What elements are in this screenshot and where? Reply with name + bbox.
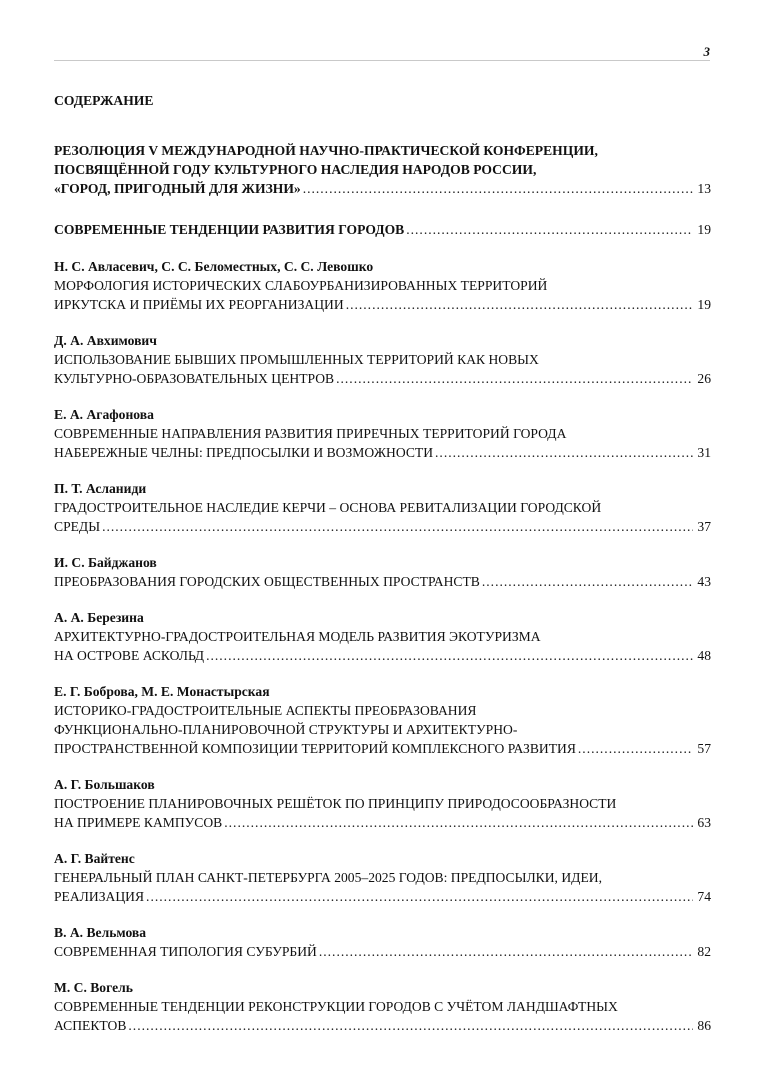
entry-title-line: ИСТОРИКО-ГРАДОСТРОИТЕЛЬНЫЕ АСПЕКТЫ ПРЕОБРАЗОВАНИЯ bbox=[54, 703, 477, 718]
toc-line-text: «ГОРОД, ПРИГОДНЫЙ ДЛЯ ЖИЗНИ» bbox=[54, 181, 301, 196]
toc-line: РЕЗОЛЮЦИЯ V МЕЖДУНАРОДНОЙ НАУЧНО-ПРАКТИЧЕСКОЙ КОНФЕРЕНЦИИ, bbox=[54, 143, 598, 158]
entry-title-last-line bbox=[54, 739, 711, 758]
dot-leader bbox=[346, 295, 693, 314]
dot-leader bbox=[146, 887, 693, 906]
page-ref: 74 bbox=[697, 889, 711, 904]
entry-title-last-line bbox=[54, 942, 711, 961]
dot-leader bbox=[224, 813, 693, 832]
entry-title-text: КУЛЬТУРНО-ОБРАЗОВАТЕЛЬНЫХ ЦЕНТРОВ bbox=[54, 371, 335, 386]
entry-authors: А. Г. Большаков bbox=[54, 777, 155, 792]
entry-authors: В. А. Вельмова bbox=[54, 925, 147, 940]
page-ref: 57 bbox=[697, 741, 711, 756]
toc-entry[interactable] bbox=[54, 331, 711, 388]
page-ref: 19 bbox=[697, 297, 711, 312]
entry-title-line: МОРФОЛОГИЯ ИСТОРИЧЕСКИХ СЛАБОУРБАНИЗИРОВАННЫХ ТЕРРИТОРИЙ bbox=[54, 278, 548, 293]
dot-leader bbox=[206, 646, 693, 665]
entry-title-last-line bbox=[54, 572, 711, 591]
entry-title-text: АСПЕКТОВ bbox=[54, 1018, 127, 1033]
entry-title-line: СОВРЕМЕННЫЕ ТЕНДЕНЦИИ РЕКОНСТРУКЦИИ ГОРОДОВ С УЧЁТОМ ЛАНДШАФТНЫХ bbox=[54, 999, 618, 1014]
entry-title-line: АРХИТЕКТУРНО-ГРАДОСТРОИТЕЛЬНАЯ МОДЕЛЬ РАЗВИТИЯ ЭКОТУРИЗМА bbox=[54, 629, 541, 644]
page-ref: 43 bbox=[697, 574, 711, 589]
toc-entry[interactable] bbox=[54, 405, 711, 462]
toc-entry[interactable] bbox=[54, 608, 711, 665]
toc-entries bbox=[54, 257, 711, 1035]
header-rule bbox=[54, 60, 710, 61]
page-ref: 31 bbox=[697, 445, 711, 460]
entry-authors: Д. А. Авхимович bbox=[54, 333, 157, 348]
section-title: СОВРЕМЕННЫЕ ТЕНДЕНЦИИ РАЗВИТИЯ ГОРОДОВ bbox=[54, 222, 405, 237]
entry-authors: Е. А. Агафонова bbox=[54, 407, 154, 422]
entry-authors: Н. С. Авласевич, С. С. Беломестных, С. С. Левошко bbox=[54, 259, 374, 274]
section-line bbox=[54, 220, 711, 239]
entry-title-text: СОВРЕМЕННАЯ ТИПОЛОГИЯ СУБУРБИЙ bbox=[54, 944, 317, 959]
entry-title-line: ФУНКЦИОНАЛЬНО-ПЛАНИРОВОЧНОЙ СТРУКТУРЫ И АРХИТЕКТУРНО- bbox=[54, 722, 518, 737]
toc-entry[interactable] bbox=[54, 849, 711, 906]
entry-title-line: ПОСТРОЕНИЕ ПЛАНИРОВОЧНЫХ РЕШЁТОК ПО ПРИНЦИПУ ПРИРОДОСООБРАЗНОСТИ bbox=[54, 796, 617, 811]
entry-title-text: ПРЕОБРАЗОВАНИЯ ГОРОДСКИХ ОБЩЕСТВЕННЫХ ПРОСТРАНСТВ bbox=[54, 574, 480, 589]
page-ref: 82 bbox=[697, 944, 711, 959]
entry-title-last-line bbox=[54, 813, 711, 832]
entry-authors: П. Т. Асланиди bbox=[54, 481, 147, 496]
dot-leader bbox=[482, 572, 693, 591]
page-ref: 63 bbox=[697, 815, 711, 830]
toc-entry[interactable] bbox=[54, 553, 711, 591]
toc-entry[interactable] bbox=[54, 257, 711, 314]
entry-title-last-line bbox=[54, 517, 711, 536]
toc-line-last bbox=[54, 179, 711, 198]
entry-title-last-line bbox=[54, 646, 711, 665]
entry-title-last-line bbox=[54, 887, 711, 906]
page-ref: 48 bbox=[697, 648, 711, 663]
entry-authors: А. А. Березина bbox=[54, 610, 144, 625]
entry-title-text: НАБЕРЕЖНЫЕ ЧЕЛНЫ: ПРЕДПОСЫЛКИ И ВОЗМОЖНОСТИ bbox=[54, 445, 434, 460]
page-ref: 86 bbox=[697, 1018, 711, 1033]
entry-title-line: ГРАДОСТРОИТЕЛЬНОЕ НАСЛЕДИЕ КЕРЧИ – ОСНОВА РЕВИТАЛИЗАЦИИ ГОРОДСКОЙ bbox=[54, 500, 602, 515]
dot-leader bbox=[435, 443, 693, 462]
entry-title-text: РЕАЛИЗАЦИЯ bbox=[54, 889, 145, 904]
entry-title-line: ИСПОЛЬЗОВАНИЕ БЫВШИХ ПРОМЫШЛЕННЫХ ТЕРРИТОРИЙ КАК НОВЫХ bbox=[54, 352, 539, 367]
page-ref: 13 bbox=[697, 181, 711, 196]
dot-leader bbox=[102, 517, 693, 536]
toc-section[interactable] bbox=[54, 220, 711, 239]
page-ref: 37 bbox=[697, 519, 711, 534]
entry-title-last-line bbox=[54, 443, 711, 462]
entry-authors: И. С. Байджанов bbox=[54, 555, 157, 570]
toc-entry[interactable] bbox=[54, 479, 711, 536]
toc-entry[interactable] bbox=[54, 978, 711, 1035]
entry-authors: М. С. Вогель bbox=[54, 980, 133, 995]
entry-title-line: СОВРЕМЕННЫЕ НАПРАВЛЕНИЯ РАЗВИТИЯ ПРИРЕЧНЫХ ТЕРРИТОРИЙ ГОРОДА bbox=[54, 426, 567, 441]
dot-leader bbox=[303, 179, 693, 198]
entry-title-text: НА ПРИМЕРЕ КАМПУСОВ bbox=[54, 815, 223, 830]
page-ref: 26 bbox=[697, 371, 711, 386]
dot-leader bbox=[336, 369, 693, 388]
entry-title-text: СРЕДЫ bbox=[54, 519, 101, 534]
entry-title-text: НА ОСТРОВЕ АСКОЛЬД bbox=[54, 648, 205, 663]
entry-authors: А. Г. Вайтенс bbox=[54, 851, 135, 866]
toc-entry[interactable] bbox=[54, 775, 711, 832]
entry-title-last-line bbox=[54, 295, 711, 314]
entry-title-last-line bbox=[54, 1016, 711, 1035]
dot-leader bbox=[406, 220, 693, 239]
table-of-contents bbox=[54, 93, 711, 1035]
dot-leader bbox=[319, 942, 693, 961]
page-number: 3 bbox=[703, 44, 710, 59]
entry-title-text: ПРОСТРАНСТВЕННОЙ КОМПОЗИЦИИ ТЕРРИТОРИЙ КОМПЛЕКСНОГО РАЗВИТИЯ bbox=[54, 741, 576, 756]
entry-title-line: ГЕНЕРАЛЬНЫЙ ПЛАН САНКТ-ПЕТЕРБУРГА 2005–2025 ГОДОВ: ПРЕДПОСЫЛКИ, ИДЕИ, bbox=[54, 870, 602, 885]
toc-resolution[interactable] bbox=[54, 141, 711, 198]
toc-entry[interactable] bbox=[54, 923, 711, 961]
dot-leader bbox=[128, 1016, 693, 1035]
entry-authors: Е. Г. Боброва, М. Е. Монастырская bbox=[54, 684, 270, 699]
page-ref: 19 bbox=[697, 222, 711, 237]
dot-leader bbox=[578, 739, 693, 758]
toc-line: ПОСВЯЩЁННОЙ ГОДУ КУЛЬТУРНОГО НАСЛЕДИЯ НАРОДОВ РОССИИ, bbox=[54, 162, 537, 177]
toc-entry[interactable] bbox=[54, 682, 711, 758]
page-title: СОДЕРЖАНИЕ bbox=[54, 93, 154, 108]
entry-title-last-line bbox=[54, 369, 711, 388]
entry-title-text: ИРКУТСКА И ПРИЁМЫ ИХ РЕОРГАНИЗАЦИИ bbox=[54, 297, 344, 312]
